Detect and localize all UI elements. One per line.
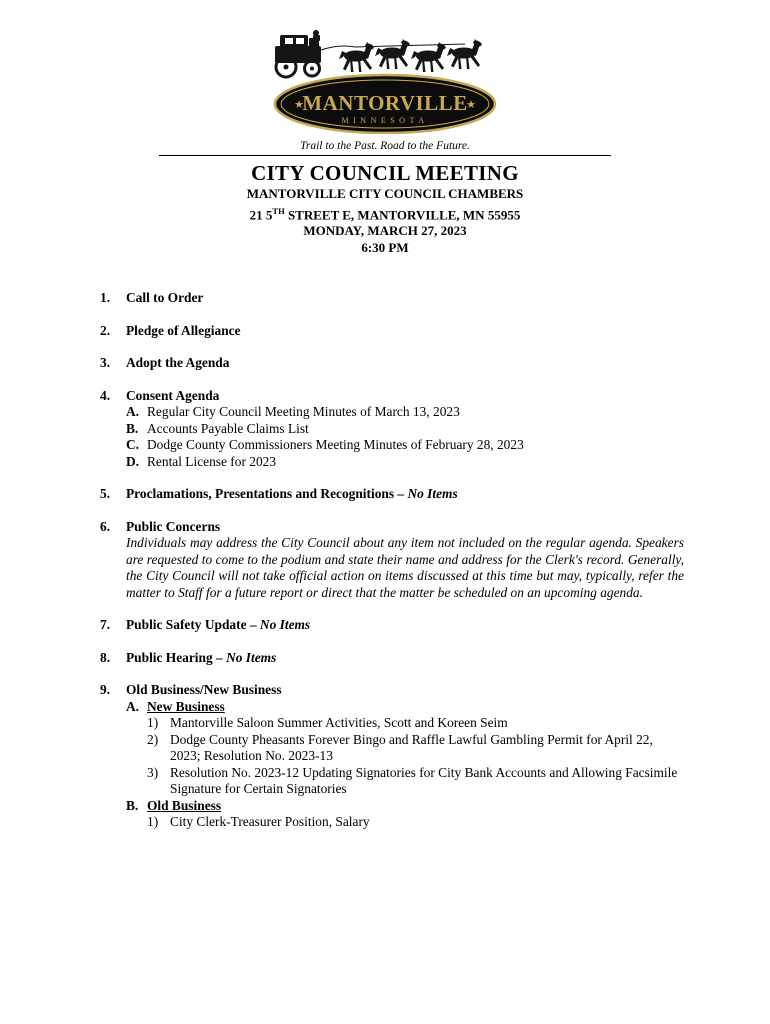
sub-text: Rental License for 2023 [147,453,277,469]
item-number: 7. [100,617,111,633]
logo-tagline: Trail to the Past. Road to the Future. [300,140,470,152]
group-old-business [126,798,684,831]
agenda-item-public-concerns [100,519,684,602]
item-number: 6. [100,518,111,534]
group-heading: New Business [147,698,225,714]
agenda-item-proclamations [100,486,684,503]
consent-item-b [126,421,684,438]
logo-star-left-icon: ★ [294,99,304,111]
logo-name: MANTORVILLE [302,91,468,115]
group-heading: Old Business [147,797,222,813]
sub-label: C. [126,437,140,453]
agenda-list [100,290,684,831]
sub-item-text: Mantorville Saloon Summer Activities, Scott and Koreen Seim [170,715,508,731]
item-title: Pledge of Allegiance [126,322,241,338]
public-concerns-paragraph: Individuals may address the City Council about any item not included on the regular agenda. Speakers are requested to come to the podium and state their name and address for the Clerk's record. Generally, the City Council will not take official action on items discussed at this time but may, typically, refer the matter to Staff for a future report or direct that the matter be scheduled on an upcoming agenda. [126,535,684,600]
item-number: 3. [100,355,111,371]
new-business-item-3 [147,765,684,798]
agenda-item-adopt-agenda [100,355,684,372]
mantorville-logo [269,16,501,134]
agenda-item-public-safety [100,617,684,634]
sub-label: D. [126,453,140,469]
sub-text: Dodge County Commissioners Meeting Minutes of February 28, 2023 [147,437,524,453]
agenda-item-pledge [100,323,684,340]
item-number: 4. [100,387,111,403]
page-title: CITY COUNCIL MEETING [251,161,519,185]
consent-item-d [126,454,684,471]
item-title: Proclamations, Presentations and Recognitions [126,486,395,502]
sub-label: A. [126,404,140,420]
sub-item-text: Resolution No. 2023-12 Updating Signatories for City Bank Accounts and Allowing Facsimile Signature for Certain Signatories [170,764,678,797]
item-title: Consent Agenda [126,387,220,403]
sub-item-number: 1) [147,715,159,731]
logo [0,0,770,139]
item-separator: – [246,617,260,633]
item-title: Old Business/New Business [126,682,282,698]
agenda-item-call-to-order [100,290,684,307]
old-business-item-1 [147,814,684,831]
address-post: STREET E, MANTORVILLE, MN 55955 [284,206,521,222]
address-line [0,203,770,224]
agenda-item-public-hearing [100,650,684,667]
sub-text: Regular City Council Meeting Minutes of March 13, 2023 [147,404,460,420]
sub-label: B. [126,420,139,436]
address-ordinal: TH [272,205,285,216]
logo-star-right-icon: ★ [466,99,476,111]
no-items-note: No Items [226,649,277,665]
date-line: MONDAY, MARCH 27, 2023 [303,223,467,239]
sub-item-number: 2) [147,731,159,747]
item-title: Public Hearing [126,649,213,665]
consent-item-a [126,404,684,421]
venue-line: MANTORVILLE CITY COUNCIL CHAMBERS [246,186,524,201]
item-title: Call to Order [126,290,204,306]
agenda-item-consent-agenda [100,388,684,471]
item-number: 1. [100,290,111,306]
item-number: 5. [100,486,111,502]
sub-item-text: City Clerk-Treasurer Position, Salary [170,814,370,830]
header-divider [159,155,611,156]
address-pre: 21 5 [249,206,273,222]
sub-item-text: Dodge County Pheasants Forever Bingo and Raffle Lawful Gambling Permit for April 22, 2023; Resolution No. 2023-13 [170,731,653,764]
no-items-note: No Items [259,617,311,633]
no-items-note: No Items [407,486,458,502]
item-separator: – [394,486,408,502]
sub-text: Accounts Payable Claims List [147,420,309,436]
group-label: B. [126,797,139,813]
item-number: 8. [100,649,111,665]
item-title: Public Safety Update [126,617,247,633]
item-number: 2. [100,322,111,338]
new-business-item-2 [147,732,684,765]
item-title: Adopt the Agenda [126,355,230,371]
agenda-item-old-new-business [100,682,684,831]
new-business-item-1 [147,715,684,732]
time-line: 6:30 PM [361,239,409,255]
consent-item-c [126,437,684,454]
sub-item-number: 1) [147,814,159,830]
item-number: 9. [100,682,111,698]
group-label: A. [126,698,140,714]
logo-state: MINNESOTA [341,116,429,125]
group-new-business [126,699,684,798]
sub-item-number: 3) [147,764,159,780]
item-title: Public Concerns [126,518,221,534]
item-separator: – [212,649,227,665]
